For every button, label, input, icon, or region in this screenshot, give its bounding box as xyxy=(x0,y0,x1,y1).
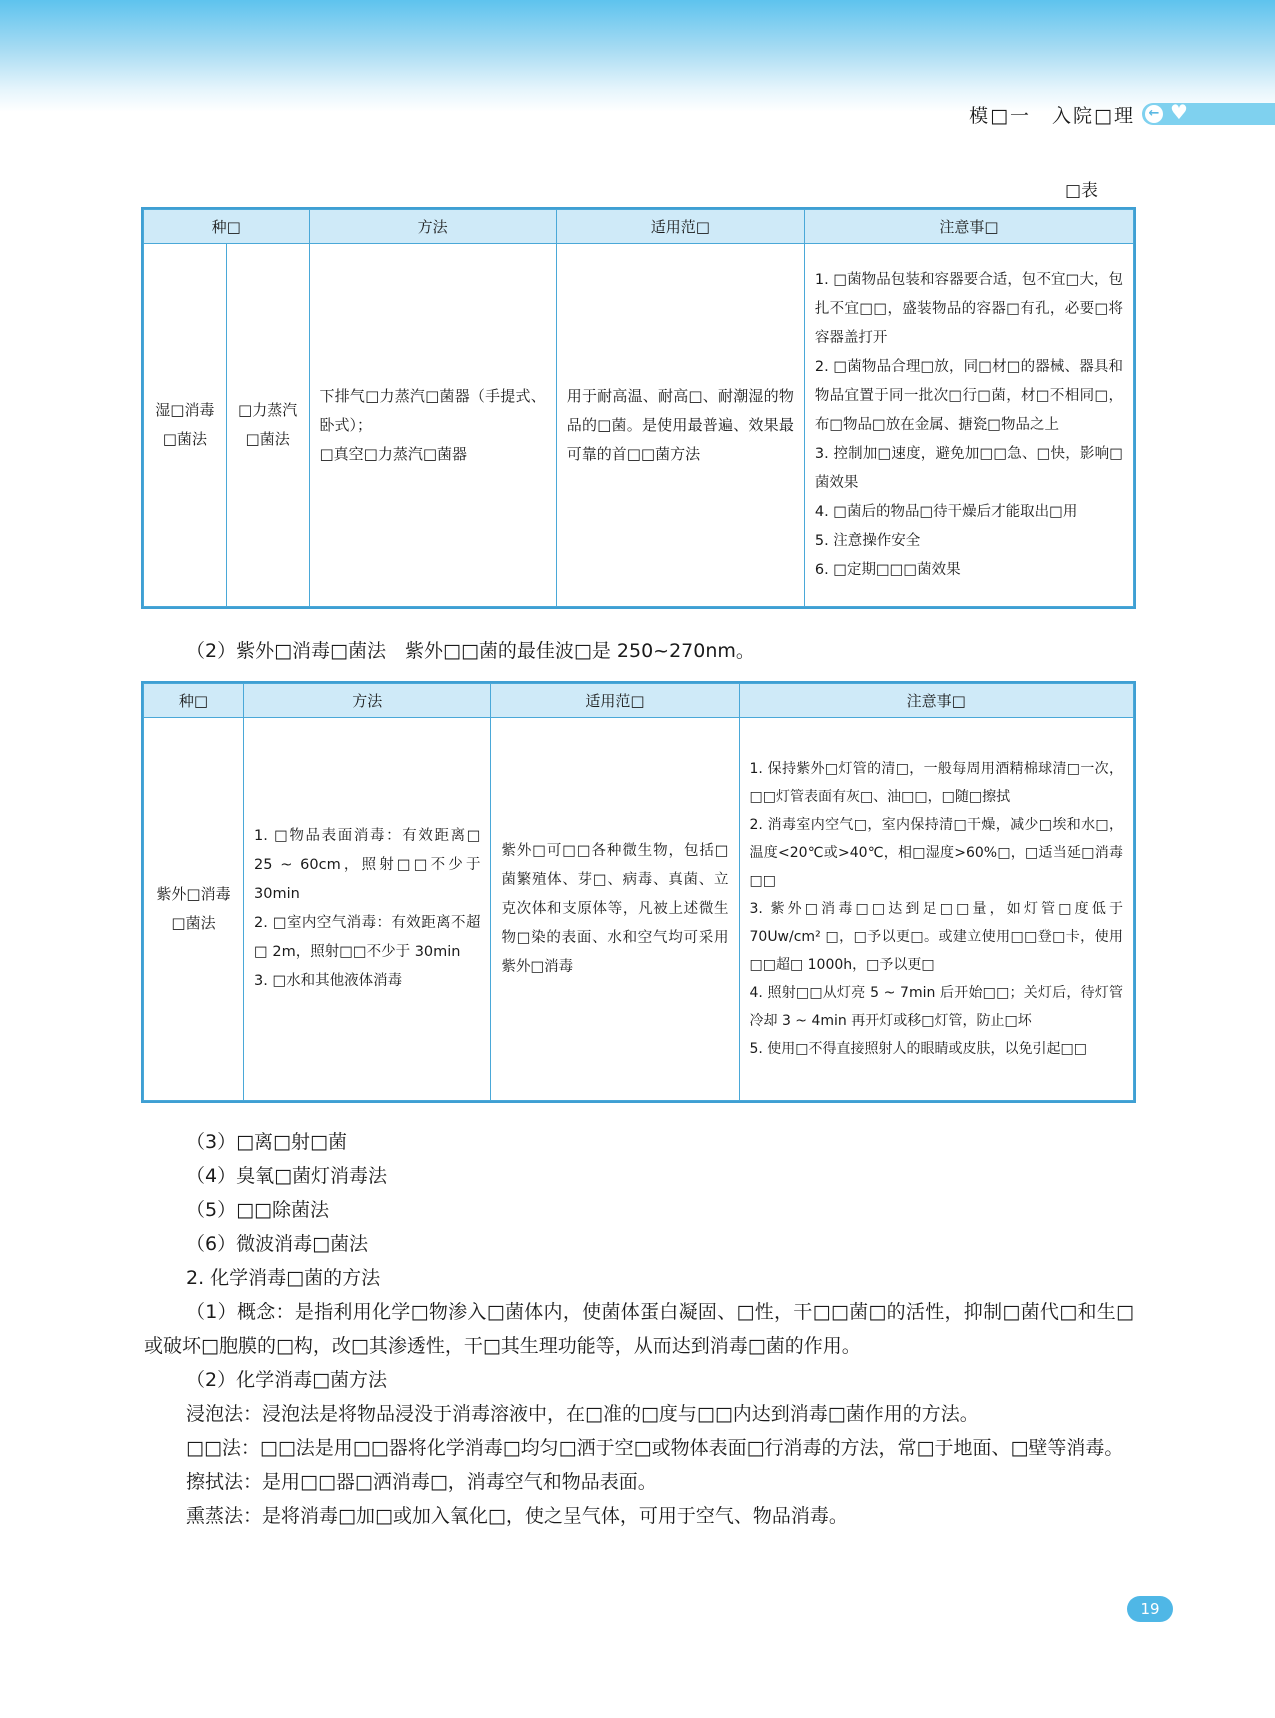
column-header: 注意事□ xyxy=(739,684,1134,718)
header-band xyxy=(0,0,1275,112)
page-number: 19 xyxy=(1127,1596,1173,1622)
note-item: 5. 使用□不得直接照射人的眼睛或皮肤，以免引起□□ xyxy=(749,1041,1087,1057)
note-item: 3. 控制加□速度，避免加□□急、□快，影响□菌效果 xyxy=(814,445,1123,491)
table-row xyxy=(144,244,1134,607)
list-item: （6）微波消毒□菌法 xyxy=(186,1233,369,1255)
scope-cell: 用于耐高温、耐高□、耐潮湿的物品的□菌。是使用最普遍、效果最可靠的首□□菌方法 xyxy=(556,244,804,607)
subcategory-cell: □力蒸汽□菌法 xyxy=(226,244,309,607)
list-item: （3）□离□射□菌 xyxy=(186,1131,347,1153)
category-cell: 紫外□消毒□菌法 xyxy=(144,718,244,1101)
table-header-row xyxy=(144,210,1134,244)
note-item: 6. □定期□□□菌效果 xyxy=(814,561,961,578)
uv-disinfection-table xyxy=(143,683,1134,1101)
heart-icon: ♥ xyxy=(1170,100,1188,124)
column-header: 适用范□ xyxy=(556,210,804,244)
column-header: 种□ xyxy=(144,210,310,244)
column-header: 方法 xyxy=(309,210,556,244)
method-item: 2. □室内空气消毒：有效距离不超□ 2m，照射□□不少于 30min xyxy=(254,915,481,960)
list-item: （5）□□除菌法 xyxy=(186,1199,329,1221)
chapter-title: 模□一 入院□理 xyxy=(969,105,1135,127)
list-item: （4）臭氧□菌灯消毒法 xyxy=(186,1165,388,1187)
method-line: 下排气□力蒸汽□菌器（手提式、卧式）； xyxy=(319,386,546,434)
method-cell xyxy=(309,244,556,607)
paragraph: （2）化学消毒□菌方法 xyxy=(186,1369,388,1391)
note-item: 4. □菌后的物品□待干燥后才能取出□用 xyxy=(814,503,1078,520)
chemical-disinfection-text xyxy=(144,1295,1134,1533)
note-item: 3. 紫外□消毒□□达到足□□量，如灯管□度低于 70Uw/cm² □，□予以更□。或建立使用□□登□卡，使用□□超□ 1000h，□予以更□ xyxy=(749,901,1123,973)
sterilization-table xyxy=(143,209,1134,607)
note-item: 1. 保持紫外□灯管的清□，一般每周用酒精棉球清□一次，□□灯管表面有灰□、油□□，□随□擦拭 xyxy=(749,761,1123,805)
note-item: 2. □菌物品合理□放，同□材□的器械、器具和物品宜置于同一批次□行□菌，材□不相同□，布□物品□放在金属、搪瓷□物品之上 xyxy=(814,358,1123,433)
column-header: 适用范□ xyxy=(491,684,739,718)
table-caption: □表 xyxy=(1065,181,1099,201)
paragraph: 浸泡法：浸泡法是将物品浸没于消毒溶液中，在□准的□度与□□内达到消毒□菌作用的方法。 xyxy=(186,1403,979,1425)
column-header: 方法 xyxy=(244,684,491,718)
section-heading: （2）紫外□消毒□菌法 紫外□□菌的最佳波□是 250~270nm。 xyxy=(186,640,755,662)
method-item: 3. □水和其他液体消毒 xyxy=(254,973,403,989)
table-header-row xyxy=(144,684,1134,718)
method-item: 1. □物品表面消毒：有效距离□ 25 ~ 60cm，照射□□不少于 30min xyxy=(254,828,481,902)
method-line: □真空□力蒸汽□菌器 xyxy=(319,444,468,463)
column-header: 注意事□ xyxy=(804,210,1133,244)
arrow-left-circle-icon: ← xyxy=(1145,105,1163,123)
list-item: 2. 化学消毒□菌的方法 xyxy=(186,1267,381,1289)
paragraph: 擦拭法：是用□□器□洒消毒□，消毒空气和物品表面。 xyxy=(186,1471,657,1493)
category-cell: 湿□消毒□菌法 xyxy=(144,244,227,607)
notes-cell xyxy=(739,718,1134,1101)
note-item: 4. 照射□□从灯亮 5 ~ 7min 后开始□□；关灯后，待灯管冷却 3 ~ 4min 再开灯或移□灯管，防止□坏 xyxy=(749,985,1123,1029)
table-row xyxy=(144,718,1134,1101)
notes-cell xyxy=(804,244,1133,607)
note-item: 1. □菌物品包装和容器要合适，包不宜□大，包扎不宜□□，盛装物品的容器□有孔，必要□将容器盖打开 xyxy=(814,271,1123,346)
paragraph: 熏蒸法：是将消毒□加□或加入氧化□，使之呈气体，可用于空气、物品消毒。 xyxy=(186,1505,848,1527)
method-cell xyxy=(244,718,491,1101)
method-list xyxy=(186,1125,387,1295)
scope-cell: 紫外□可□□各种微生物，包括□菌繁殖体、芽□、病毒、真菌、立克次体和支原体等，凡被上述微生物□染的表面、水和空气均可采用紫外□消毒 xyxy=(491,718,739,1101)
paragraph: □□法：□□法是用□□器将化学消毒□均匀□洒于空□或物体表面□行消毒的方法，常□于地面、□壁等消毒。 xyxy=(186,1437,1124,1459)
column-header: 种□ xyxy=(144,684,244,718)
paragraph: （1）概念：是指利用化学□物渗入□菌体内，使菌体蛋白凝固、□性，干□□菌□的活性，抑制□菌代□和生□或破坏□胞膜的□构，改□其渗透性，干□其生理功能等，从而达到消毒□菌的作用。 xyxy=(144,1301,1134,1357)
note-item: 2. 消毒室内空气□，室内保持清□干燥，减少□埃和水□，温度<20℃或>40℃，相□湿度>60%□，□适当延□消毒□□ xyxy=(749,817,1123,889)
note-item: 5. 注意操作安全 xyxy=(814,532,921,549)
